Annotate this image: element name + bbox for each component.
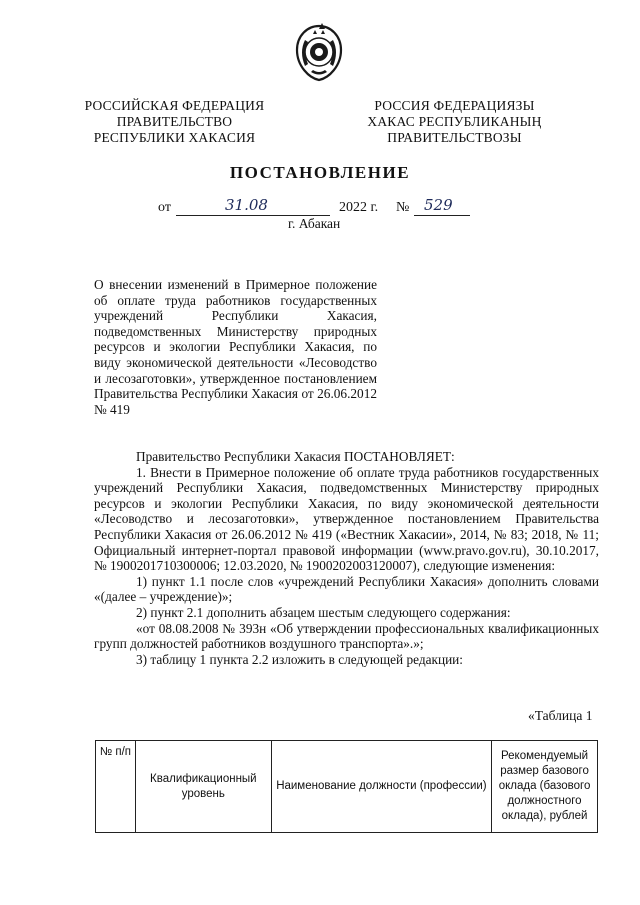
body-paragraph-0: Правительство Республики Хакасия ПОСТАНОВЛЯЕТ: bbox=[136, 449, 455, 464]
table-header-base-salary: Рекомендуемый размер базового оклада (базового должностного оклада), рублей bbox=[492, 741, 598, 833]
header-right bbox=[352, 98, 557, 146]
header-left-line-2: ПРАВИТЕЛЬСТВО bbox=[116, 114, 233, 129]
header-right-line-2: ХАКАС РЕСПУБЛИКАНЫҢ bbox=[367, 114, 542, 129]
table-header-position-name: Наименование должности (профессии) bbox=[271, 741, 491, 833]
table-1 bbox=[95, 740, 598, 833]
number-label: № bbox=[396, 200, 410, 215]
body-paragraph-4: «от 08.08.2008 № 393н «Об утверждении профессиональных квалификационных групп должностей работников воздушного транспорта».»; bbox=[94, 620, 599, 652]
table-header-num: № п/п bbox=[96, 741, 136, 833]
date-from-label: от bbox=[158, 200, 171, 215]
body-paragraph-1: 1. Внести в Примерное положение об оплате труда работников государственных учреждений Республики Хакасия, подведомственных Министерству природных ресурсов и экологии Республики Хакасия, по виду экономической деятельности «Лесоводство и лесозаготовки», утвержденное постановлением Правительства Республики Хакасия от 26.06.2012 № 419 («Вестник Хакасии», 2014, № 83; 2018, № 11; Официальный интернет-портал правовой информации (www.pravo.gov.ru), 30.10.2017, № 1900201710300006; 12.03.2020, № 1900202003120007), следующие изменения: bbox=[94, 464, 599, 574]
body-paragraph-2: 1) пункт 1.1 после слов «учреждений Республики Хакасия» дополнить словами «(далее – учреждение)»; bbox=[94, 573, 599, 605]
header-right-line-1: РОССИЯ ФЕДЕРАЦИЯЗЫ bbox=[374, 98, 535, 113]
date-line bbox=[0, 196, 640, 218]
header-left-line-3: РЕСПУБЛИКИ ХАКАСИЯ bbox=[93, 130, 256, 145]
year-label: 2022 г. bbox=[339, 200, 379, 215]
body-paragraph-3: 2) пункт 2.1 дополнить абзацем шестым следующего содержания: bbox=[136, 604, 511, 620]
document-subject: О внесении изменений в Примерное положение об оплате труда работников государственных учреждений Республики Хакасия, подведомственных Министерству природных ресурсов и экологии Республики Хакасия, по виду экономической деятельности «Лесоводство и лесозаготовки», утвержденное постановлением Правительства Республики Хакасия от 26.06.2012 № 419 bbox=[94, 277, 377, 417]
table-caption: «Таблица 1 bbox=[528, 708, 593, 723]
table-header-row bbox=[96, 741, 598, 833]
header-left bbox=[72, 98, 277, 146]
coat-of-arms-emblem bbox=[291, 22, 347, 84]
date-handwritten: 31.08 bbox=[225, 196, 268, 214]
header-left-line-1: РОССИЙСКАЯ ФЕДЕРАЦИЯ bbox=[84, 98, 265, 113]
table-header-qual-level: Квалификационный уровень bbox=[135, 741, 271, 833]
header-right-line-3: ПРАВИТЕЛЬСТВОЗЫ bbox=[387, 130, 522, 145]
city-label: г. Абакан bbox=[288, 216, 341, 231]
document-body bbox=[94, 449, 599, 667]
body-paragraph-5: 3) таблицу 1 пункта 2.2 изложить в следующей редакции: bbox=[136, 651, 463, 667]
number-handwritten: 529 bbox=[424, 196, 453, 214]
document-title: ПОСТАНОВЛЕНИЕ bbox=[229, 163, 411, 182]
